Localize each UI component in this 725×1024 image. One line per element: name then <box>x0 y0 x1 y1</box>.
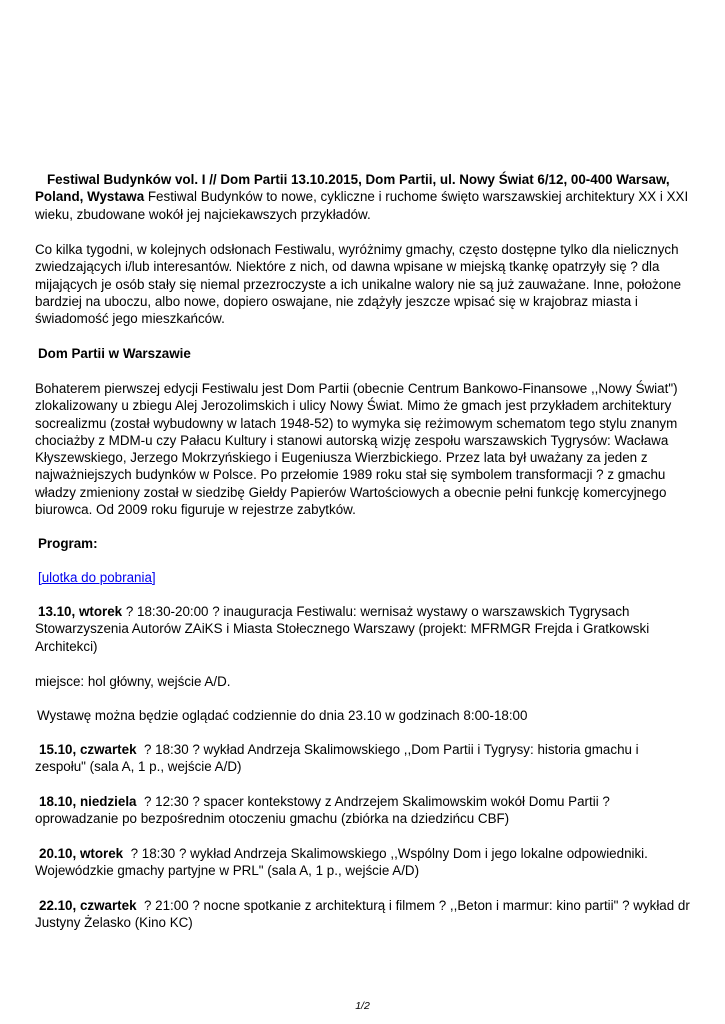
event-description: ? 21:00 ? nocne spotkanie z architekturą i filmem ? ,,Beton i marmur: kino partii" ? wykład dr Justyny Żelasko (Kino KC) <box>35 898 690 931</box>
event-description: ? 18:30-20:00 ? inauguracja Festiwalu: wernisaż wystawy o warszawskich Tygrysach Stowarzyszenia Autorów ZAiKS i Miasta Stołecznego Warszawy (projekt: MFRMGR Frejda i Gratkowski Architekci) <box>35 604 650 654</box>
page-number: 1/2 <box>355 1000 370 1012</box>
event-date: 22.10, czwartek <box>39 898 137 913</box>
event-item <box>35 793 690 828</box>
event-item <box>35 845 690 880</box>
exhibition-hours-note: Wystawę można będzie oglądać codziennie do dnia 23.10 w godzinach 8:00-18:00 <box>37 708 528 723</box>
event-date: 20.10, wtorek <box>39 846 124 861</box>
event-description: ? 18:30 ? wykład Andrzeja Skalimowskiego ,,Wspólny Dom i jego lokalne odpowiedniki. Wojewódzkie gmachy partyjne w PRL" (sala A, 1 p., wejście A/D) <box>35 846 648 879</box>
event-item <box>35 603 690 655</box>
event-item <box>35 897 690 932</box>
heading-program: Program: <box>38 536 98 551</box>
heading-dom-partii: Dom Partii w Warszawie <box>38 346 191 361</box>
paragraph-dom-partii-history: Bohaterem pierwszej edycji Festiwalu jest Dom Partii (obecnie Centrum Bankowo-Finansowe ,,Nowy Świat") zlokalizowany u zbiegu Alej Jerozolimskich i ulicy Nowy Świat. Mimo że gmach jest przykładem architektury socrealizmu (został wybudowny w latach 1948-52) to wymyka się reżimowym schematom tego stylu znanym chociażby z MDM-u czy Pałacu Kultury i stanowi autorską wizję zespołu warszawskich Tygrysów: Wacława Kłyszewskiego, Jerzego Mokrzyńskiego i Eugeniusza Wierzbickiego. Przez lata był uważany za jeden z najważniejszych budynków w Polsce. Po przełomie 1989 roku stał się symbolem transformacji ? z gmachu władzy zmieniony został w siedzibę Giełdy Papierów Wartościowych a obecnie pełni funkcję komercyjnego biurowca. Od 2009 roku figuruje w rejestrze zabytków. <box>35 381 678 518</box>
event-date: 13.10, wtorek <box>38 604 123 619</box>
event-item <box>35 741 690 776</box>
event-description: ? 12:30 ? spacer kontekstowy z Andrzejem Skalimowskim wokół Domu Partii ? oprowadzanie po bezpośrednim otoczeniu gmachu (zbiórka na dziedzińcu CBF) <box>35 794 610 827</box>
event-date: 18.10, niedziela <box>39 794 137 809</box>
event-date: 15.10, czwartek <box>39 742 137 757</box>
event-description: ? 18:30 ? wykład Andrzeja Skalimowskiego ,,Dom Partii i Tygrysy: historia gmachu i zespołu" (sala A, 1 p., wejście A/D) <box>35 742 639 775</box>
paragraph-festival-cycle: Co kilka tygodni, w kolejnych odsłonach Festiwalu, wyróżnimy gmachy, często dostępne tylko dla nielicznych zwiedzających i/lub interesantów. Niektóre z nich, od dawna wpisane w miejską tkankę opatrzyły się ? dla mijających je osób stały się niemal przezroczyste a ich unikalne walory nie są już zauważane. Inne, położone bardziej na uboczu, albo nowe, dopiero oswajane, nie zdążyły jeszcze wpisać się w krajobraz miasta i świadomość jego mieszkańców. <box>35 242 682 327</box>
download-leaflet-link[interactable]: [ulotka do pobrania] <box>38 570 156 585</box>
intro-text: Festiwal Budynków to nowe, cykliczne i ruchome święto warszawskiej architektury XX i XXI wieku, zbudowane wokół jej najciekawszych przykładów. <box>35 189 689 222</box>
event-title: Festiwal Budynków vol. I // Dom Partii 13.10.2015, Dom Partii, ul. Nowy Świat 6/12, 00-400 Warsaw, Poland, Wystawa <box>35 172 670 205</box>
intro-paragraph <box>35 171 690 223</box>
event-location: miejsce: hol główny, wejście A/D. <box>35 674 231 689</box>
download-link-wrapper <box>38 569 693 586</box>
